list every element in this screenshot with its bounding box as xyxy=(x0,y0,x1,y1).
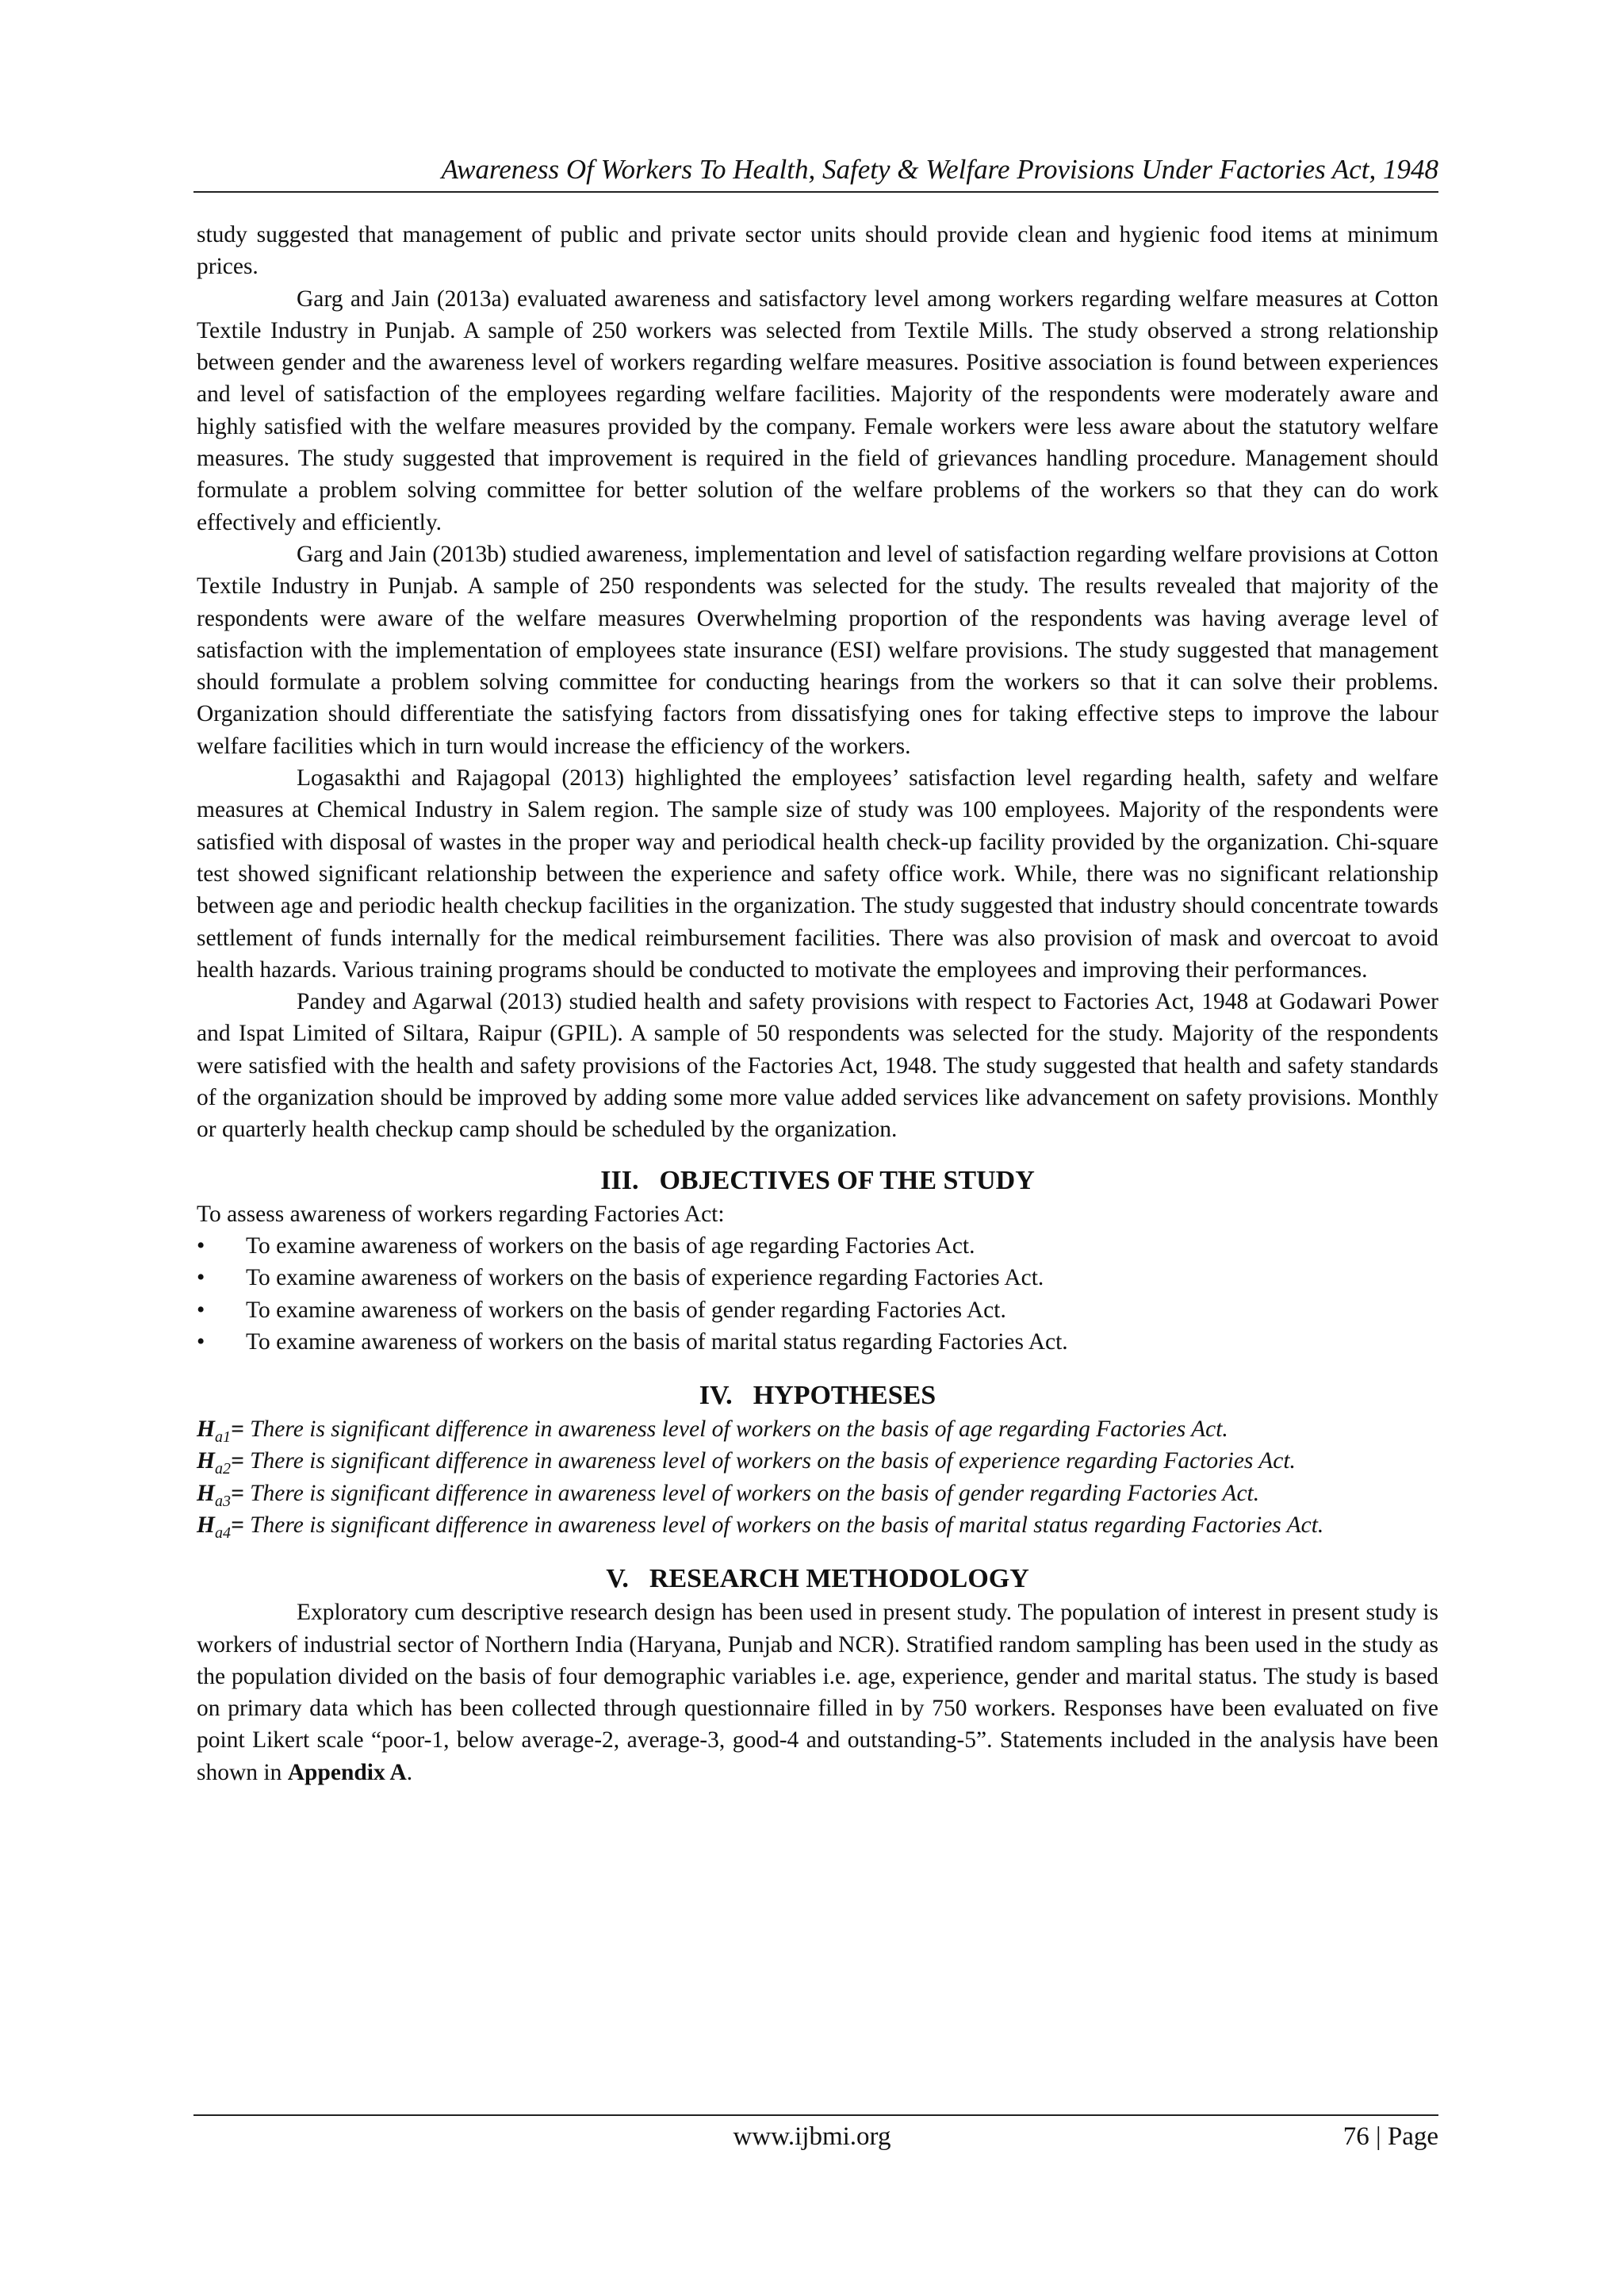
header-rule xyxy=(193,191,1438,193)
hypothesis-subscript: a1 xyxy=(214,1428,231,1446)
bullet-icon: • xyxy=(197,1232,205,1259)
hypothesis-label: H xyxy=(197,1448,215,1474)
page-header-title: Awareness Of Workers To Health, Safety & Welfare Provisions Under Factories Act, 1948 xyxy=(441,154,1438,185)
footer-rule xyxy=(193,2114,1438,2116)
body-paragraph: Pandey and Agarwal (2013) studied health and safety provisions with respect to Factories Act, 1948 at Godawari Power and Ispat Limited of Siltara, Raipur (GPIL). A sample of 50 respondents was selected for the study. Majority of the respondents were satisfied with the health and safety provisions of the Factories Act, 1948. The study suggested that health and safety standards of the organization should be improved by adding some more value added services like advancement on safety provisions. Monthly or quarterly health checkup camp should be scheduled by the organization. xyxy=(197,989,1438,1143)
hypothesis xyxy=(197,1478,1438,1509)
hypothesis-subscript: a2 xyxy=(214,1460,231,1478)
hypothesis-text: There is significant difference in awareness level of workers on the basis of age regarding Factories Act. xyxy=(243,1416,1228,1443)
hypothesis-text: There is significant difference in awareness level of workers on the basis of marital status regarding Factories Act. xyxy=(243,1512,1324,1538)
page-content xyxy=(197,219,1438,1788)
bullet-icon: • xyxy=(197,1328,205,1355)
hypothesis-label: H xyxy=(197,1416,215,1443)
list-item-text: To examine awareness of workers on the basis of age regarding Factories Act. xyxy=(246,1232,975,1259)
hypothesis-equals: = xyxy=(230,1448,244,1474)
hypothesis xyxy=(197,1445,1438,1477)
list-item xyxy=(197,1294,1438,1326)
methodology-end: . xyxy=(406,1759,413,1785)
footer-site: www.ijbmi.org xyxy=(733,2122,891,2151)
list-item-text: To examine awareness of workers on the basis of marital status regarding Factories Act. xyxy=(246,1328,1068,1355)
methodology-text: Exploratory cum descriptive research design has been used in present study. The population of interest in present study is workers of industrial sector of Northern India (Haryana, Punjab and NCR). Stratified random sampling has been used in the study as the population divided on the basis of four demographic variables i.e. age, experience, gender and marital status. The study is based on primary data which has been collected through questionnaire filled in by 750 workers. Responses have been evaluated on five point Likert scale “poor-1, below average-2, average-3, good-4 and outstanding-5”. Statements included in the analysis have been shown in xyxy=(197,1600,1438,1785)
bullet-icon: • xyxy=(197,1297,205,1323)
hypothesis xyxy=(197,1509,1438,1541)
hypothesis-subscript: a4 xyxy=(214,1524,231,1542)
hypothesis-equals: = xyxy=(230,1512,244,1538)
objectives-intro: To assess awareness of workers regarding Factories Act: xyxy=(197,1201,725,1227)
section-number: V. xyxy=(606,1564,629,1594)
list-item xyxy=(197,1262,1438,1294)
body-paragraph: Garg and Jain (2013a) evaluated awareness and satisfactory level among workers regarding welfare measures at Cotton Textile Industry in Punjab. A sample of 250 workers was selected from Textile Mills. The study observed a strong relationship between gender and the awareness level of workers regarding welfare measures. Positive association is found between experiences and level of satisfaction of the employees regarding welfare facilities. Majority of the respondents were moderately aware and highly satisfied with the welfare measures provided by the company. Female workers were less aware about the statutory welfare measures. The study suggested that improvement is required in the field of grievances handling procedure. Management should formulate a problem solving committee for better solution of the welfare problems of the workers so that they can do work effectively and efficiently. xyxy=(197,286,1438,535)
hypothesis-text: There is significant difference in awareness level of workers on the basis of gender regarding Factories Act. xyxy=(243,1480,1260,1506)
list-item-text: To examine awareness of workers on the basis of experience regarding Factories Act. xyxy=(246,1265,1044,1291)
list-item xyxy=(197,1326,1438,1358)
list-item xyxy=(197,1230,1438,1262)
hypothesis-equals: = xyxy=(230,1480,244,1506)
section-heading-objectives xyxy=(197,1163,1438,1198)
appendix-reference: Appendix A xyxy=(287,1759,407,1785)
bullet-icon: • xyxy=(197,1265,205,1291)
body-paragraph: study suggested that management of public and private sector units should provide clean and hygienic food items at minimum prices. xyxy=(197,222,1438,280)
section-title: RESEARCH METHODOLOGY xyxy=(649,1564,1029,1594)
objectives-list xyxy=(197,1230,1438,1358)
hypothesis-equals: = xyxy=(230,1416,244,1443)
section-number: III. xyxy=(600,1165,639,1195)
methodology-paragraph xyxy=(197,1596,1438,1788)
section-heading-methodology xyxy=(197,1562,1438,1596)
list-item-text: To examine awareness of workers on the basis of gender regarding Factories Act. xyxy=(246,1297,1006,1323)
section-number: IV. xyxy=(699,1381,733,1411)
hypothesis-label: H xyxy=(197,1480,215,1506)
section-title: OBJECTIVES OF THE STUDY xyxy=(659,1165,1035,1195)
hypothesis-subscript: a3 xyxy=(214,1492,231,1510)
footer-page-number: 76 | Page xyxy=(1342,2122,1438,2151)
hypothesis xyxy=(197,1413,1438,1445)
hypothesis-label: H xyxy=(197,1512,215,1538)
body-paragraph: Garg and Jain (2013b) studied awareness, implementation and level of satisfaction regarding welfare provisions at Cotton Textile Industry in Punjab. A sample of 250 respondents was selected for the study. The results revealed that majority of the respondents were aware of the welfare measures Overwhelming proportion of the respondents was having average level of satisfaction with the implementation of employees state insurance (ESI) welfare provisions. The study suggested that management should formulate a problem solving committee for conducting hearings from the workers so that it can solve their problems. Organization should differentiate the satisfying factors from dissatisfying ones for taking effective steps to improve the labour welfare facilities which in turn would increase the efficiency of the workers. xyxy=(197,541,1438,759)
body-paragraph: Logasakthi and Rajagopal (2013) highlighted the employees’ satisfaction level regarding health, safety and welfare measures at Chemical Industry in Salem region. The sample size of study was 100 employees. Majority of the respondents were satisfied with disposal of wastes in the proper way and periodical health check-up facility provided by the organization. Chi-square test showed significant relationship between the experience and safety office work. While, there was no significant relationship between age and periodic health checkup facilities in the organization. The study suggested that industry should concentrate towards settlement of funds internally for the medical reimbursement facilities. There was also provision of mask and overcoat to avoid health hazards. Various training programs should be conducted to motivate the employees and improving their performances. xyxy=(197,765,1438,983)
section-title: HYPOTHESES xyxy=(753,1381,936,1411)
hypothesis-text: There is significant difference in awareness level of workers on the basis of experience regarding Factories Act. xyxy=(243,1448,1296,1474)
section-heading-hypotheses xyxy=(197,1378,1438,1413)
